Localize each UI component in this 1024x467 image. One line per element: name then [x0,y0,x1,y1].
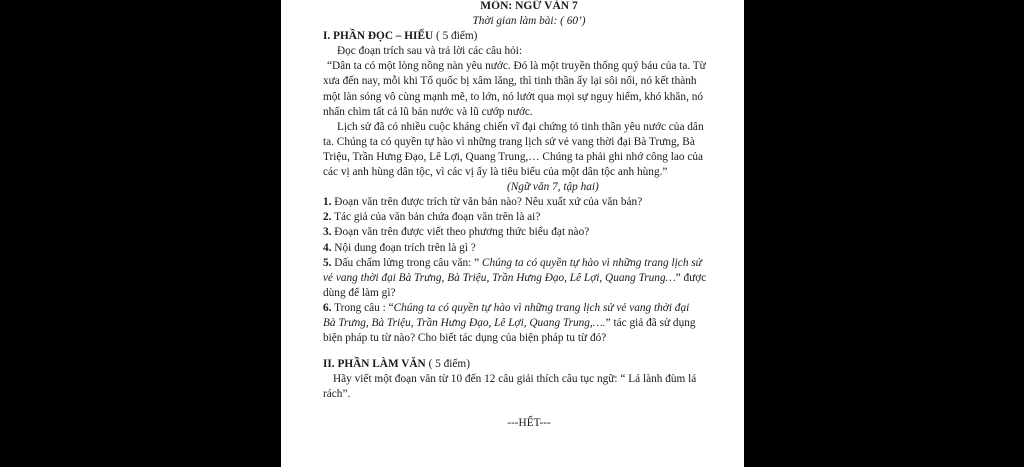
question-text: Nội dung đoạn trích trên là gì ? [331,241,476,254]
part1-heading-line [323,29,735,44]
passage-line: xưa đến nay, mỗi khi Tổ quốc bị xâm lăng, thì tinh thần ấy lại sôi nổi, nó kết thành [323,75,697,88]
passage-line: một làn sóng vô cùng mạnh mẽ, to lớn, nó lướt qua mọi sự nguy hiểm, khó khăn, nó [323,90,704,103]
part2-heading-line [323,357,735,372]
question-quote: Chúng ta có quyền tự hào vì những trang lịch sử [479,256,702,269]
passage-line: “Dân ta có một lòng nồng nàn yêu nước. Đó là một truyền thống quý báu của ta. Từ [327,60,706,73]
passage-source: (Ngữ văn 7, tập hai) [507,181,599,194]
question-number: 6. [323,301,332,314]
question-quote: Bà Trưng, Bà Triệu, Trần Hưng Đạo, Lê Lợi, Quang Trung,…. [323,316,606,329]
question-text: Dấu chấm lửng trong câu văn: ” [331,256,480,269]
question-quote: vẻ vang thời đại Bà Trưng, Bà Triệu, Trần Hưng Đạo, Lê Lợi, Quang Trung… [323,271,676,284]
question-4 [323,241,735,256]
question-text: Đoạn văn trên được trích từ văn bản nào? Nêu xuất xứ của văn bản? [331,196,643,209]
question-3 [323,225,735,240]
question-number: 1. [323,196,332,209]
passage-line: các vị anh hùng dân tộc, vì các vị ấy là tiêu biểu của một dân tộc anh hùng.” [323,166,668,179]
subject-title: MÔN: NGỮ VĂN 7 [480,0,578,12]
part2-points: ( 5 điểm) [428,358,470,371]
question-text: Đoạn văn trên được viết theo phương thức biểu đạt nào? [331,226,590,239]
question-quote: Chúng ta có quyền tự hào vì những trang lịch sử vẻ vang thời đại [393,301,690,314]
part2-prompt: rách”. [323,388,351,401]
question-6 [323,301,735,346]
part2-prompt: Hãy viết một đoạn văn từ 10 đến 12 câu giải thích câu tục ngữ: “ Lá lành đùm lá [333,373,697,386]
question-text: biện pháp tu từ nào? Cho biết tác dụng của biện pháp tu từ đó? [323,332,607,345]
passage-line: Lịch sử đã có nhiều cuộc kháng chiến vĩ đại chứng tỏ tinh thần yêu nước của dân [337,120,704,133]
passage-line: nhấn chìm tất cả lũ bán nước và lũ cướp nước. [323,105,533,118]
passage-line: Triệu, Trần Hưng Đạo, Lê Lợi, Quang Trung,… Chúng ta phải ghi nhớ công lao của [323,150,704,163]
part2-heading: II. PHẦN LÀM VĂN [323,358,426,371]
question-1 [323,195,735,210]
passage-line: ta. Chúng ta có quyền tự hào vì những trang lịch sử vẻ vang thời đại Bà Trưng, Bà [323,135,695,148]
question-text: Trong câu : “ [331,301,394,314]
exam-content [323,0,735,432]
part1-heading: I. PHẦN ĐỌC – HIỂU [323,30,434,43]
question-2 [323,210,735,225]
question-text: ” tác giả đã sử dụng [605,316,696,329]
instruction: Đọc đoạn trích sau và trả lời các câu hỏi: [337,45,523,58]
passage [323,59,735,180]
exam-page [281,0,744,467]
question-number: 4. [323,241,332,254]
question-text: Tác giả của văn bản chứa đoạn văn trên là ai? [331,211,541,224]
question-number: 5. [323,256,332,269]
question-text: dùng để làm gì? [323,286,396,299]
question-text: ” được [675,271,707,284]
end-marker: ---HẾT--- [507,417,551,430]
question-5 [323,256,735,301]
question-number: 3. [323,226,332,239]
spacer [323,346,735,357]
time-limit: Thời gian làm bài: ( 60’) [472,15,586,28]
question-number: 2. [323,211,332,224]
part1-points: ( 5 điểm) [435,30,478,43]
